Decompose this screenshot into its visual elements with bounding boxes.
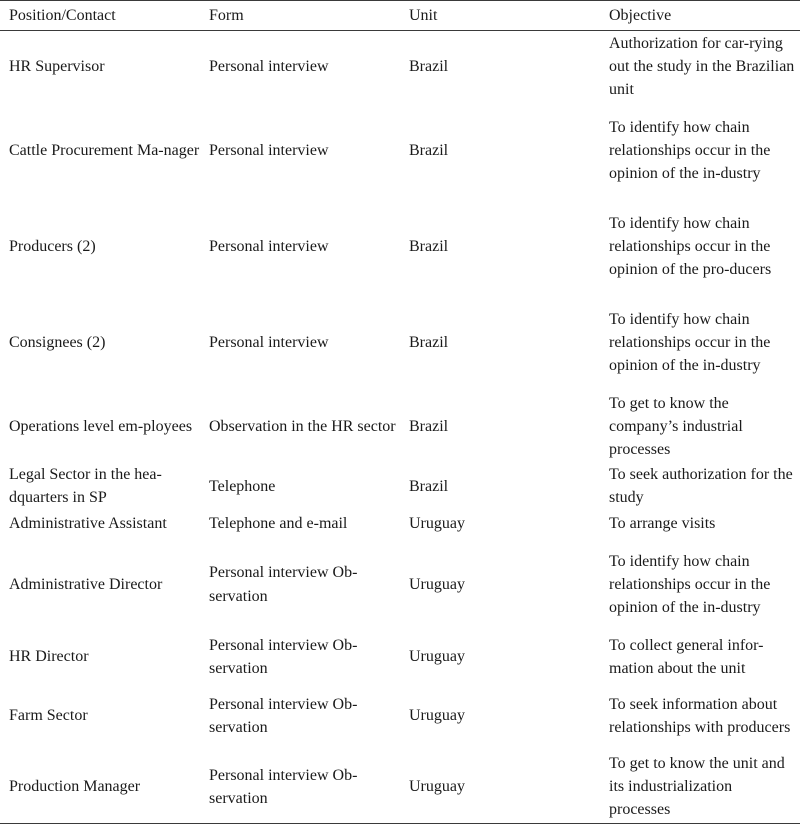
cell-unit: Brazil — [409, 238, 449, 255]
cell-position: Cattle Procurement Ma-nager — [9, 142, 200, 159]
table-row — [0, 199, 800, 295]
table-row — [0, 31, 800, 103]
cell-position: Administrative Assistant — [9, 515, 167, 533]
header-objective: Objective — [600, 1, 800, 31]
cell-form: Personal interview — [209, 334, 329, 351]
cell-position: Administrative Director — [9, 576, 163, 594]
cell-objective: To identify how chain relationships occur in the opinion of the in-dustry — [609, 118, 771, 183]
cell-objective: To identify how chain relationships occur in the opinion of the in-dustry — [609, 310, 771, 375]
cell-unit: Uruguay — [400, 751, 600, 823]
cell-unit: Brazil — [409, 334, 449, 351]
cell-form: Personal interview Ob-servation — [209, 564, 358, 605]
cell-form: Observation in the HR sector — [209, 417, 396, 435]
cell-position: Operations level em-ployees — [9, 417, 193, 435]
cell-form: Telephone — [209, 477, 276, 495]
cell-unit: Brazil — [409, 142, 449, 159]
cell-objective: To get to know the company’s industrial processes — [609, 394, 743, 459]
cell-position: Production Manager — [0, 751, 200, 823]
cell-objective: To seek authorization for the study — [609, 466, 793, 507]
cell-unit: Brazil — [409, 417, 449, 435]
cell-form: Personal interview — [209, 142, 329, 159]
cell-unit: Uruguay — [409, 515, 465, 533]
cell-position: HR Director — [9, 648, 89, 666]
table-body — [0, 31, 800, 824]
cell-form: Personal interview — [209, 238, 329, 255]
table-row — [0, 511, 800, 537]
table-header — [0, 1, 800, 31]
table-row — [0, 462, 800, 510]
cell-unit: Brazil — [409, 477, 449, 495]
cell-unit: Brazil — [409, 58, 449, 76]
cell-form: Personal interview Ob-servation — [200, 751, 400, 823]
cell-position: Farm Sector — [9, 707, 88, 725]
cell-position: Producers (2) — [9, 238, 96, 255]
cell-form: Personal interview Ob-servation — [209, 695, 358, 737]
cell-objective: To identify how chain relationships occur in the opinion of the in-dustry — [609, 552, 771, 617]
header-row — [0, 1, 800, 31]
cell-objective: To identify how chain relationships occur in the opinion of the pro-ducers — [609, 214, 772, 279]
table-row — [0, 681, 800, 751]
cell-unit: Uruguay — [409, 707, 465, 725]
cell-form: Personal interview — [209, 58, 329, 76]
cell-unit: Uruguay — [409, 648, 465, 666]
cell-form: Telephone and e-mail — [209, 515, 348, 533]
table-row — [0, 633, 800, 681]
cell-objective: To seek information about relationships with producers — [609, 695, 791, 737]
table-row — [0, 103, 800, 199]
table-row — [0, 295, 800, 391]
cell-objective: To arrange visits — [609, 515, 716, 533]
cell-objective: To get to know the unit and its industrialization processes — [600, 751, 800, 823]
header-form: Form — [200, 1, 400, 31]
header-unit: Unit — [400, 1, 600, 31]
cell-objective: To collect general infor-mation about the unit — [609, 636, 764, 677]
cell-unit: Uruguay — [409, 576, 465, 594]
cell-position: Consignees (2) — [9, 334, 106, 351]
header-position: Position/Contact — [0, 1, 200, 31]
cell-position: Legal Sector in the hea-dquarters in SP — [9, 466, 162, 507]
table-row — [0, 537, 800, 633]
table-row — [0, 751, 800, 823]
cell-position: HR Supervisor — [9, 58, 105, 76]
cell-objective: Authorization for car-rying out the study in the Brazilian unit — [609, 35, 795, 99]
table-row — [0, 391, 800, 463]
cell-form: Personal interview Ob-servation — [209, 636, 358, 677]
